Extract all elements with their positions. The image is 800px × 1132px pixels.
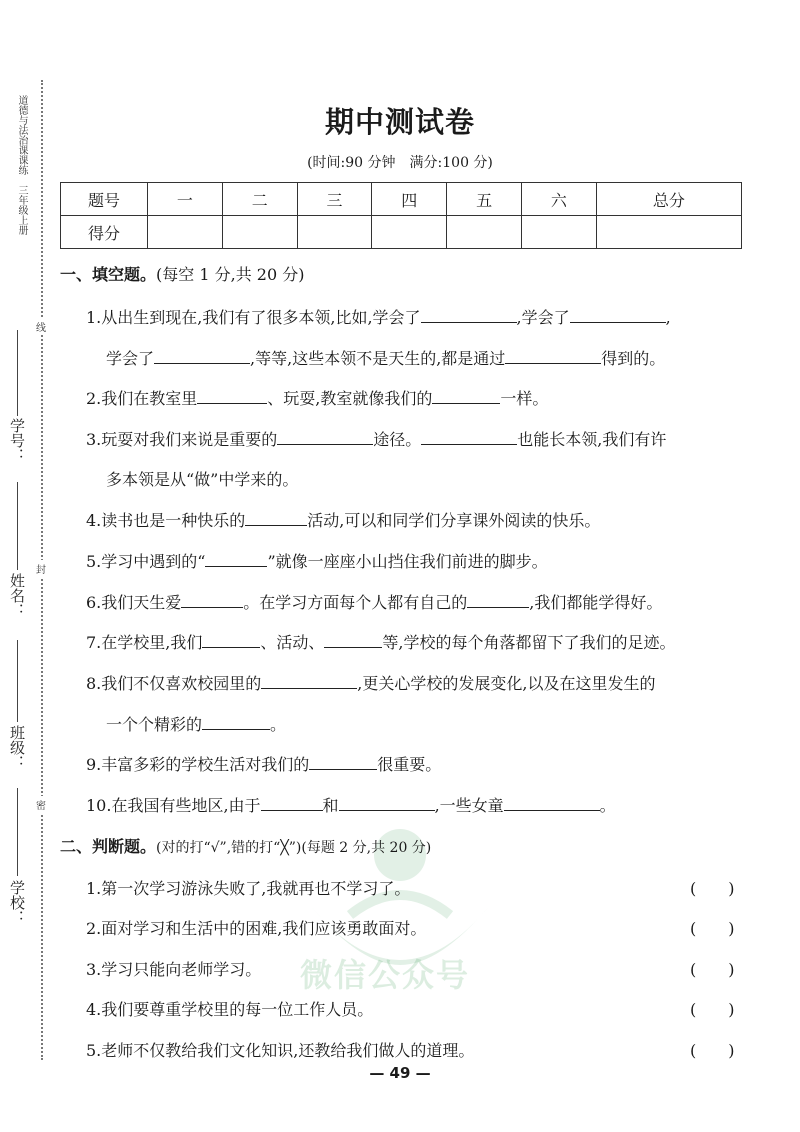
score-table — [60, 182, 742, 249]
section2-title: 二、判断题。 — [60, 837, 157, 856]
answer-paren[interactable]: ( ) — [690, 919, 735, 938]
question-text: 。 — [599, 796, 616, 815]
question-9 — [86, 752, 441, 775]
question-2 — [86, 386, 548, 409]
judge-item-5: 5.老师不仅教给我们文化知识,还教给我们做人的道理。 — [86, 1041, 475, 1060]
question-3-line1 — [86, 427, 666, 450]
answer-paren[interactable]: ( ) — [690, 960, 735, 979]
score-cell[interactable] — [596, 216, 741, 249]
table-row-score — [61, 216, 742, 249]
section1-note: (每空 1 分,共 20 分) — [156, 265, 305, 284]
question-text: 7.在学校里,我们 — [86, 633, 203, 652]
question-text: 5.学习中遇到的“ — [86, 552, 206, 571]
question-text: ,等等,这些本领不是天生的,都是通过 — [250, 349, 506, 368]
divider-mi: 密 — [36, 796, 46, 813]
answer-blank[interactable] — [277, 430, 373, 445]
answer-blank[interactable] — [421, 430, 517, 445]
table-cell: 总分 — [596, 183, 741, 216]
question-text: 9.丰富多彩的学校生活对我们的 — [86, 755, 310, 774]
question-text: ,我们都能学得好。 — [529, 593, 663, 612]
answer-blank[interactable] — [504, 796, 600, 811]
question-text: 2.我们在教室里 — [86, 389, 198, 408]
question-text: 一个个精彩的 — [106, 715, 203, 734]
question-8-line1 — [86, 671, 655, 694]
class-label: 班级： — [8, 725, 26, 770]
table-cell: 三 — [297, 183, 372, 216]
class-field[interactable] — [17, 640, 18, 722]
watermark-text: 微信公众号 — [300, 956, 471, 994]
question-text: ,更关心学校的发展变化,以及在这里发生的 — [357, 674, 656, 693]
section2-note: (对的打“√”,错的打“╳”)(每题 2 分,共 20 分) — [156, 840, 432, 856]
table-cell: 四 — [372, 183, 447, 216]
school-field[interactable] — [17, 788, 18, 876]
student-name-field[interactable] — [17, 482, 18, 570]
question-text: ,学会了 — [516, 308, 570, 327]
answer-blank[interactable] — [432, 389, 500, 404]
question-text: 和 — [322, 796, 339, 815]
answer-blank[interactable] — [324, 633, 382, 648]
divider-xian: 线 — [36, 318, 46, 335]
question-text: 6.我们天生爱 — [86, 593, 182, 612]
student-number-field[interactable] — [17, 330, 18, 416]
question-text: 也能长本领,我们有许 — [517, 430, 667, 449]
page-number: — 49 — — [369, 1064, 431, 1082]
answer-blank[interactable] — [202, 633, 260, 648]
answer-blank[interactable] — [245, 511, 307, 526]
divider-feng: 封 — [36, 560, 46, 577]
score-cell[interactable] — [521, 216, 596, 249]
question-1-line1 — [86, 305, 671, 328]
question-1-line2 — [106, 346, 665, 369]
answer-blank[interactable] — [421, 308, 517, 323]
question-text: 一样。 — [500, 389, 549, 408]
answer-paren[interactable]: ( ) — [690, 879, 735, 898]
answer-blank[interactable] — [570, 308, 666, 323]
question-text: 1.从出生到现在,我们有了很多本领,比如,学会了 — [86, 308, 421, 327]
answer-paren[interactable]: ( ) — [690, 1000, 735, 1019]
answer-blank[interactable] — [181, 593, 243, 608]
score-cell[interactable] — [222, 216, 297, 249]
student-number-label: 学号： — [8, 418, 26, 463]
question-7 — [86, 630, 675, 653]
question-10 — [86, 793, 616, 816]
question-text: 。 — [270, 715, 287, 734]
question-text: 学会了 — [106, 349, 155, 368]
school-label: 学校： — [8, 880, 26, 925]
question-4 — [86, 508, 600, 531]
answer-paren[interactable]: ( ) — [690, 1041, 735, 1060]
answer-blank[interactable] — [202, 715, 270, 730]
exam-info: (时间:90 分钟 满分:100 分) — [307, 155, 493, 171]
question-text: , — [665, 308, 671, 327]
score-cell[interactable] — [148, 216, 223, 249]
score-cell[interactable] — [447, 216, 522, 249]
question-text: 3.玩耍对我们来说是重要的 — [86, 430, 278, 449]
section1-heading — [60, 262, 304, 285]
answer-blank[interactable] — [261, 796, 323, 811]
table-cell: 题号 — [61, 183, 148, 216]
judge-item-1: 1.第一次学习游泳失败了,我就再也不学习了。 — [86, 879, 411, 898]
table-row-header — [61, 183, 742, 216]
question-text: 很重要。 — [377, 755, 442, 774]
student-name-label: 姓名： — [8, 573, 26, 618]
question-text: 、活动、 — [260, 633, 325, 652]
question-text: 活动,可以和同学们分享课外阅读的快乐。 — [307, 511, 601, 530]
section1-title: 一、填空题。 — [60, 265, 157, 284]
question-text: ,一些女童 — [434, 796, 504, 815]
question-text: 途径。 — [373, 430, 422, 449]
answer-blank[interactable] — [261, 674, 357, 689]
question-8-line2 — [106, 712, 286, 735]
question-text: 8.我们不仅喜欢校园里的 — [86, 674, 262, 693]
answer-blank[interactable] — [467, 593, 529, 608]
table-cell: 得分 — [61, 216, 148, 249]
question-text: 等,学校的每个角落都留下了我们的足迹。 — [382, 633, 676, 652]
answer-blank[interactable] — [309, 755, 377, 770]
table-cell: 五 — [447, 183, 522, 216]
page-title: 期中测试卷 — [324, 105, 475, 139]
question-text: 、玩耍,教室就像我们的 — [267, 389, 433, 408]
question-text: ”就像一座座小山挡住我们前进的脚步。 — [267, 552, 548, 571]
score-cell[interactable] — [372, 216, 447, 249]
score-cell[interactable] — [297, 216, 372, 249]
question-text: 。在学习方面每个人都有自己的 — [243, 593, 468, 612]
question-3-line2: 多本领是从“做”中学来的。 — [106, 470, 299, 489]
table-cell: 二 — [222, 183, 297, 216]
table-cell: 六 — [521, 183, 596, 216]
question-text: 4.读书也是一种快乐的 — [86, 511, 246, 530]
answer-blank[interactable] — [197, 389, 267, 404]
judge-item-4: 4.我们要尊重学校里的每一位工作人员。 — [86, 1000, 374, 1019]
judge-item-3: 3.学习只能向老师学习。 — [86, 960, 262, 979]
answer-blank[interactable] — [339, 796, 435, 811]
series-label: 道德与法治课课练 三年级上册 — [16, 95, 27, 235]
answer-blank[interactable] — [205, 552, 267, 567]
question-5 — [86, 549, 548, 572]
section2-heading — [60, 834, 431, 857]
answer-blank[interactable] — [505, 349, 601, 364]
question-6 — [86, 590, 662, 613]
table-cell: 一 — [148, 183, 223, 216]
question-text: 10.在我国有些地区,由于 — [86, 796, 261, 815]
judge-item-2: 2.面对学习和生活中的困难,我们应该勇敢面对。 — [86, 919, 427, 938]
answer-blank[interactable] — [154, 349, 250, 364]
question-text: 得到的。 — [601, 349, 666, 368]
